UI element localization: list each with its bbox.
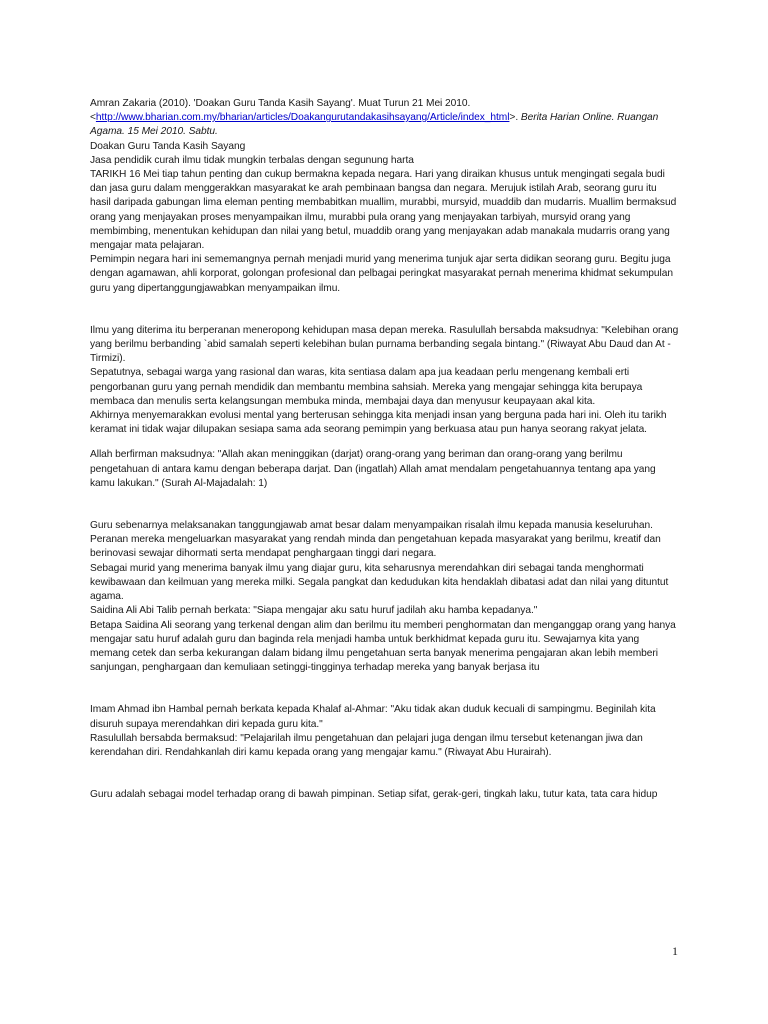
article-title: Doakan Guru Tanda Kasih Sayang bbox=[90, 140, 246, 152]
paragraph-13: Guru adalah sebagai model terhadap orang di bawah pimpinan. Setiap sifat, gerak-geri, tingkah laku, tutur kata, tata cara hidup bbox=[90, 789, 658, 801]
paragraph-11: Imam Ahmad ibn Hambal pernah berkata kepada Khalaf al-Ahmar: "Aku tidak akan duduk kecuali di sampingmu. Beginilah kita disuruh supaya merendahkan diri kepada guru kita." bbox=[90, 704, 656, 730]
paragraph-4: Sepatutnya, sebagai warga yang rasional dan waras, kita sentiasa dalam apa jua keadaan perlu mengenang kembali erti pengorbanan guru yang pernah mendidik dan membantu membina sahsiah. Mereka yang mengajar sehingga kita berupaya membaca dan menulis serta kelangsungan membuka minda, membajai daya dan menyusur keupayaan akal kita. bbox=[90, 367, 643, 407]
paragraph-9: Saidina Ali Abi Talib pernah berkata: "Siapa mengajar aku satu huruf jadilah aku hamba kepadanya." bbox=[90, 605, 538, 617]
paragraph-1: TARIKH 16 Mei tiap tahun penting dan cukup bermakna kepada negara. Hari yang diraikan khusus untuk mengingati segala budi dan jasa guru dalam menggerakkan masyarakat ke arah pembinaan bangsa dan negara. Merujuk istilah Arab, seorang guru itu hasil daripada gabungan lima eleman penting membabitkan muallim, murabbi, mursyid, muaddib dan mudarris. Muallim bermaksud orang yang menjayakan proses menyampaikan ilmu, murabbi pula orang yang menjayakan tarbiyah, mursyid orang yang membimbing, menentukan kehidupan dan nilai yang betul, muaddib orang yang menjayakan adab manakala mudarris orang yang mengajar mata pelajaran. bbox=[90, 169, 677, 252]
page-number: 1 bbox=[672, 944, 678, 958]
paragraph-10: Betapa Saidina Ali seorang yang terkenal dengan alim dan berilmu itu memberi penghormatan dan menganggap orang yang hanya mengajar satu huruf adalah guru dan baginda rela menjadi hamba untuk berkhidmat kepada guru itu. Sewajarnya kita yang memang cetek dan serba kekurangan dalam bidang ilmu pengetahuan serta banyak menerima pengajaran akan lebih memberi sanjungan, penghargaan dan kemuliaan setinggi-tingginya terhadap mereka yang banyak berjasa itu bbox=[90, 619, 676, 674]
citation-text: Amran Zakaria (2010). 'Doakan Guru Tanda Kasih Sayang'. Muat Turun 21 Mei 2010. < bbox=[90, 98, 471, 124]
paragraph-7: Guru sebenarnya melaksanakan tanggungjawab amat besar dalam menyampaikan risalah ilmu kepada manusia keseluruhan. Peranan mereka mengeluarkan masyarakat yang rendah minda dan pengetahuan kepada masyarakat yang berilmu, kreatif dan berinovasi sewajar dihormati serta mendapat penghargaan tinggi dari negara. bbox=[90, 520, 661, 560]
paragraph-5: Akhirnya menyemarakkan evolusi mental yang berterusan sehingga kita menjadi insan yang berguna pada hari ini. Oleh itu tarikh keramat ini tidak wajar dilupakan sesiapa sama ada seorang pemimpin yang berkuasa atau pun hanya seorang rakyat jelata. bbox=[90, 410, 667, 436]
article-subtitle: Jasa pendidik curah ilmu tidak mungkin terbalas dengan segunung harta bbox=[90, 154, 414, 166]
paragraph-3: Ilmu yang diterima itu berperanan meneropong kehidupan masa depan mereka. Rasulullah bersabda maksudnya: "Kelebihan orang yang berilmu berbanding `abid samalah seperti kelebihan bulan purnama berbanding segala bintang." (Riwayat Abu Daud dan At -Tirmizi). bbox=[90, 324, 679, 365]
document-page bbox=[90, 97, 680, 802]
citation bbox=[90, 97, 680, 140]
citation-source: Berita Harian Online. Ruangan Agama. 15 Mei 2010. Sabtu. bbox=[90, 112, 659, 138]
paragraph-12: Rasulullah bersabda bermaksud: "Pelajarilah ilmu pengetahuan dan pelajari juga dengan ilmu tersebut ketenangan jiwa dan kerendahan diri. Rendahkanlah diri kamu kepada orang yang mengajar kamu." (Riwayat Abu Hurairah). bbox=[90, 732, 643, 758]
paragraph-8: Sebagai murid yang menerima banyak ilmu yang diajar guru, kita seharusnya merendahkan diri sebagai tanda menghormati kewibawaan dan keilmuan yang mereka milki. Segala pangkat dan kedudukan kita hendaklah dibatasi adat dan nilai yang dituntut agama. bbox=[90, 562, 669, 603]
paragraph-2: Pemimpin negara hari ini sememangnya pernah menjadi murid yang menerima tunjuk ajar serta didikan seorang guru. Begitu juga dengan agamawan, ahli korporat, golongan profesional dan pelbagai peringkat masyarakat pernah menerima khidmat sekumpulan guru yang dipertanggungjawabkan menyampaikan ilmu. bbox=[90, 254, 673, 294]
citation-close: >. bbox=[509, 112, 521, 124]
citation-link[interactable]: http://www.bharian.com.my/bharian/articles/Doakangurutandakasihsayang/Article/index_html bbox=[95, 112, 510, 124]
paragraph-6: Allah berfirman maksudnya: "Allah akan meninggikan (darjat) orang-orang yang beriman dan orang-orang yang berilmu pengetahuan di antara kamu dengan beberapa darjat. Dan (ingatlah) Allah amat mendalam pengetahuannya tentang apa yang kamu lakukan." (Surah Al-Majadalah: 1) bbox=[90, 449, 656, 489]
